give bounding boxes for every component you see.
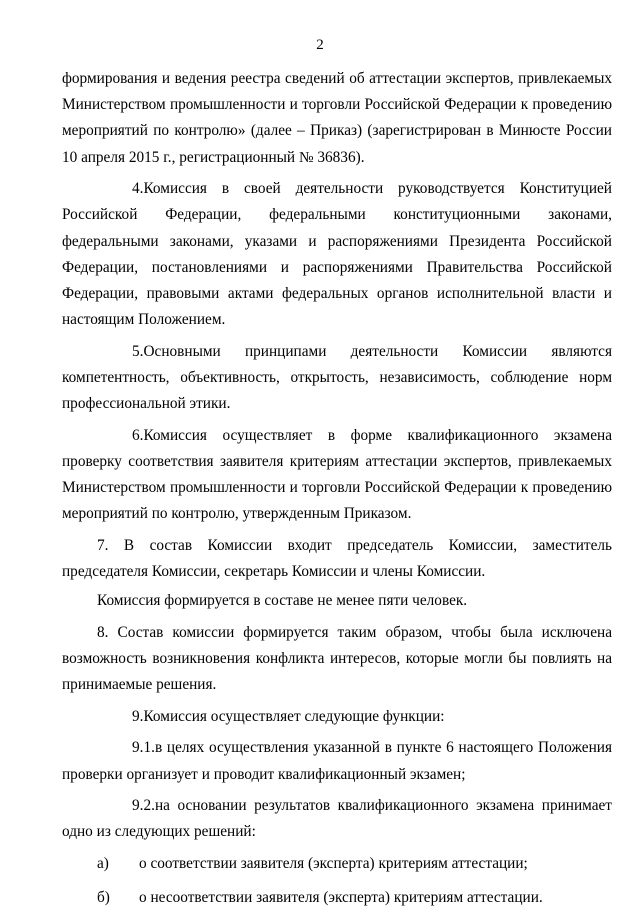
paragraph-5 [62, 339, 612, 418]
list-marker: б) [97, 888, 110, 906]
paragraph-9-2 [62, 793, 612, 845]
paragraph-text: в целях осуществления указанной в пункте 6 настоящего Положения проверки организует и проводит квалификационный экзамен; [62, 739, 612, 783]
paragraph-number: 5. [132, 342, 144, 360]
paragraph-text: 7. В состав Комиссии входит председатель Комиссии, заместитель председателя Комиссии, секретарь Комиссии и члены Комиссии. [62, 536, 612, 581]
list-item-b [62, 885, 612, 911]
paragraph-4 [62, 176, 612, 333]
paragraph-text: формирования и ведения реестра сведений об аттестации экспертов, привлекаемых Министерством промышленности и торговли Российской Федерации к проведению мероприятий по контролю» (далее – Приказ) (зарегистрирован в Минюсте России 10 апреля 2015 г., регистрационный № 36836). [62, 70, 612, 166]
page-number: 2 [316, 37, 324, 53]
paragraph-text: Основными принципами деятельности Комиссии являются компетентность, объективность, открытость, независимость, соблюдение норм профессиональной этики. [62, 342, 612, 413]
paragraph-number: 9.1. [132, 739, 155, 757]
paragraph-7 [62, 533, 612, 585]
paragraph-text: на основании результатов квалификационного экзамена принимает одно из следующих решений: [62, 797, 612, 841]
list-text: о соответствии заявителя (эксперта) критериям аттестации; [139, 854, 528, 872]
paragraph-continuation [62, 66, 612, 171]
paragraph-text: Комиссия осуществляет в форме квалификационного экзамена проверку соответствия заявителя критериям аттестации экспертов, привлекаемых Министерством промышленности и торговли Российской Федерации к проведению мероприятий по контролю, утвержденным Приказом. [62, 426, 612, 523]
paragraph-6 [62, 423, 612, 528]
paragraph-text: Комиссия формируется в составе не менее пяти человек. [97, 592, 468, 610]
paragraph-number: 9.2. [132, 797, 155, 815]
paragraph-number: 9. [132, 707, 144, 725]
paragraph-number: 4. [132, 180, 144, 198]
paragraph-text: Комиссия в своей деятельности руководствуется Конституцией Российской Федерации, федеральными конституционными законами, федеральными законами, указами и распоряжениями Президента Российской Федерации, постановлениями и распоряжениями Правительства Российской Федерации, правовыми актами федеральных органов исполнительной власти и настоящим Положением. [62, 180, 612, 329]
list-item-a [62, 851, 612, 877]
list-marker: а) [97, 854, 109, 872]
paragraph-number: 6. [132, 426, 144, 444]
paragraph-9-1 [62, 735, 612, 787]
paragraph-7-continued [62, 588, 612, 614]
paragraph-8 [62, 620, 612, 699]
paragraph-text: Комиссия осуществляет следующие функции: [143, 707, 445, 725]
document-body [62, 66, 612, 919]
list-text: о несоответствии заявителя (эксперта) критериям аттестации. [139, 888, 543, 906]
paragraph-text: 8. Состав комиссии формируется таким образом, чтобы была исключена возможность возникновения конфликта интересов, которые могли бы повлиять на принимаемые решения. [62, 623, 612, 694]
paragraph-9 [62, 704, 612, 730]
